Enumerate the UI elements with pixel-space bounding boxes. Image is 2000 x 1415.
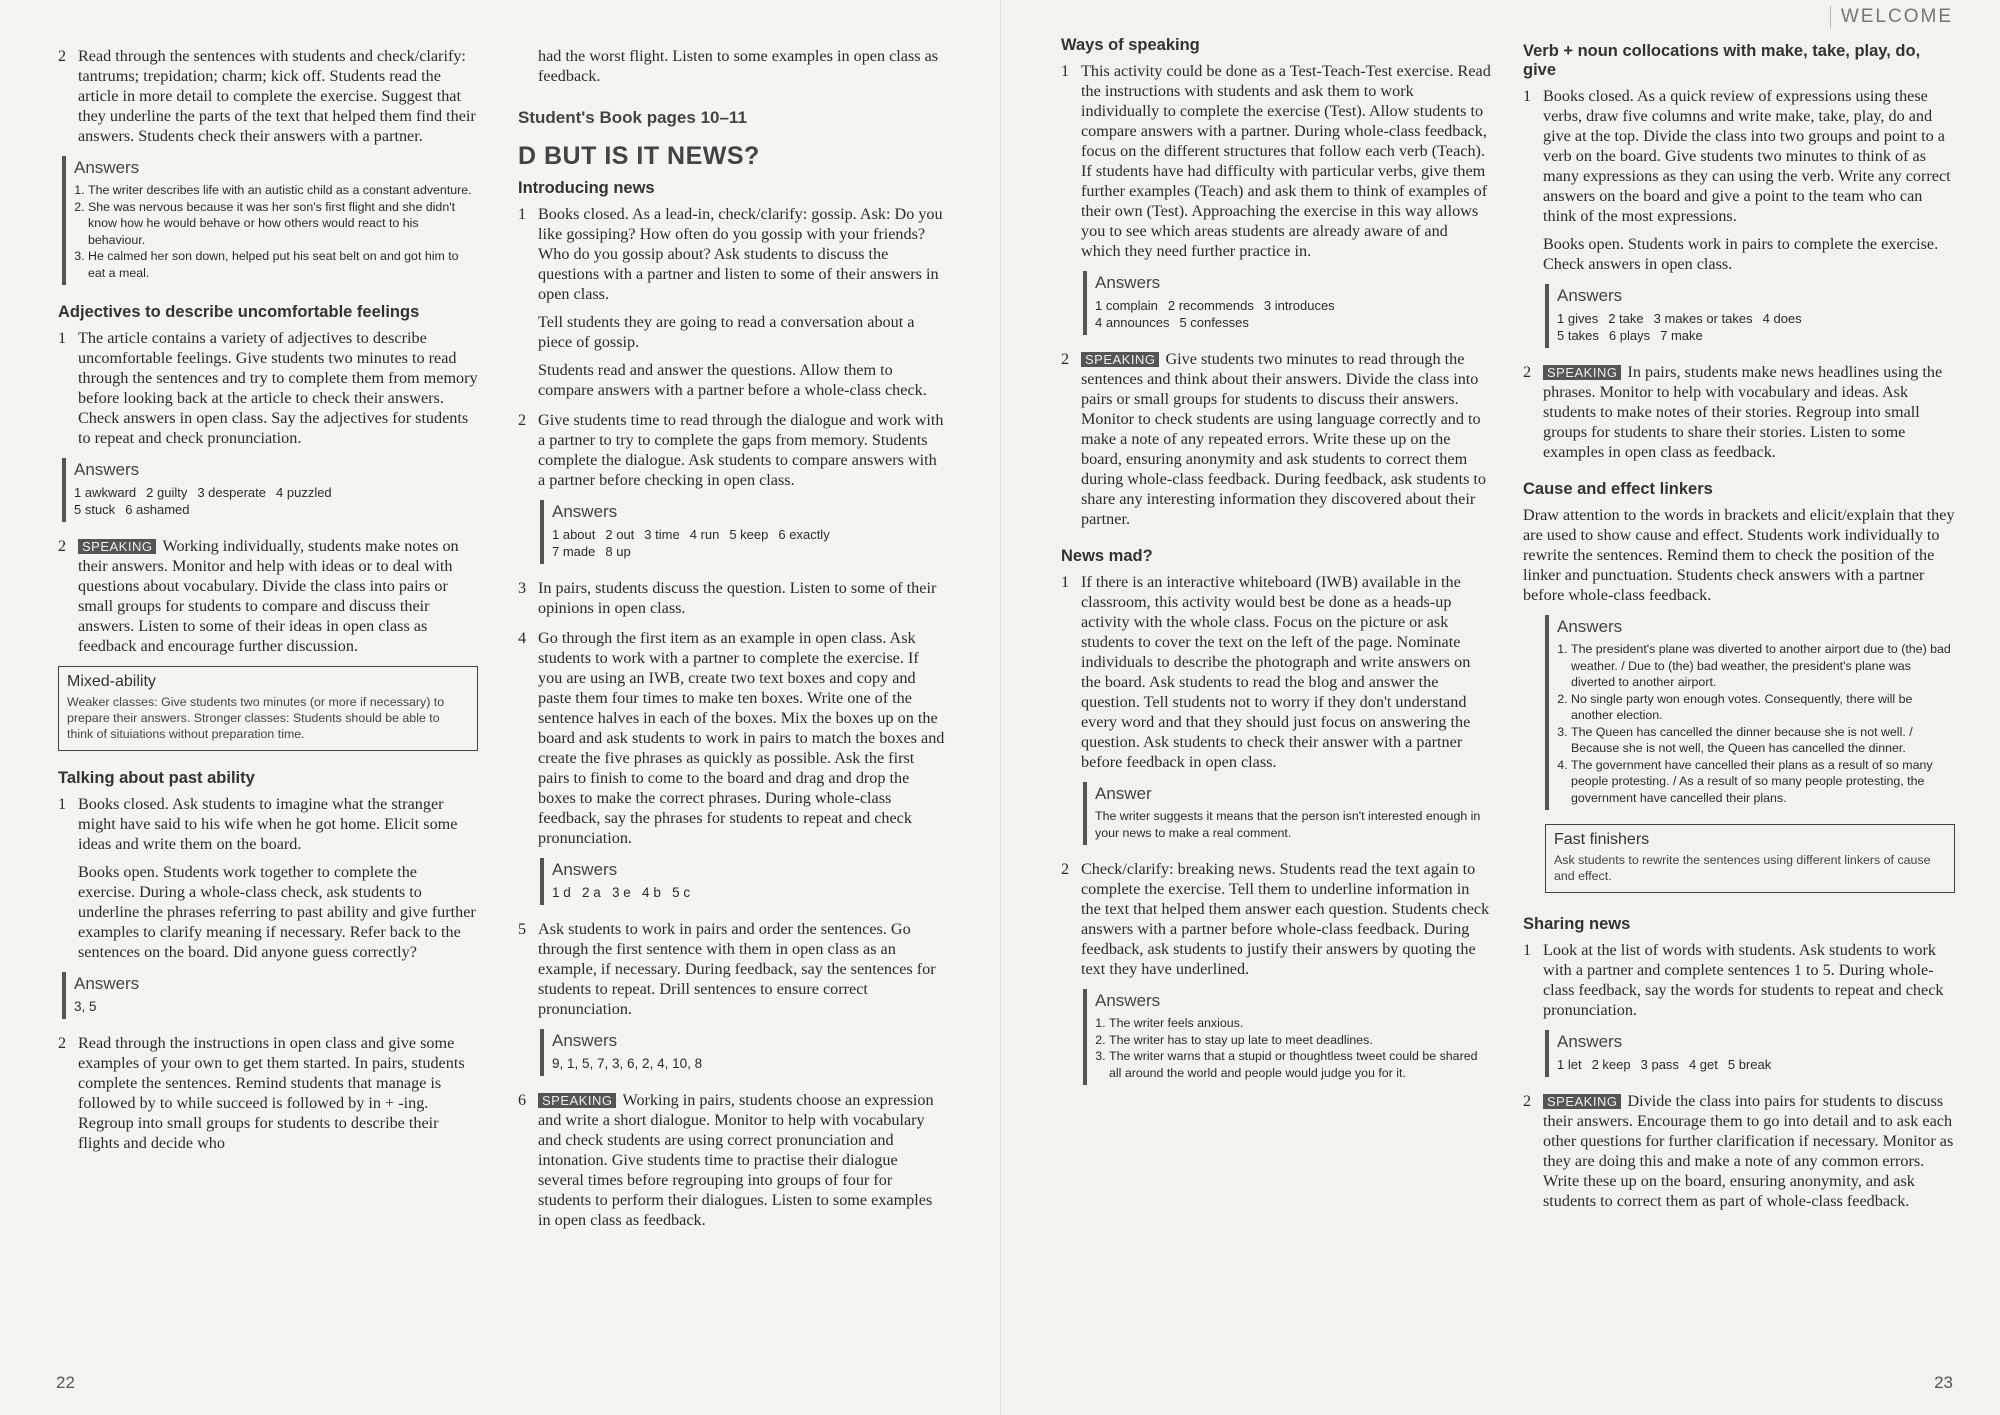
answers-title: Answers [1095, 991, 1161, 1010]
item-text: Books closed. As a quick review of expressions using these verbs, draw five columns and write make, take, play, do and give at the top. Divide the class into two groups and point to a verb on the board. Give students two minutes to think of as many expressions as they can using the verb. Write any correct answers on the board and give a point to the team who can think of the most expressions. [1543, 87, 1951, 225]
answers-row [1095, 297, 1491, 314]
answers-row [1095, 314, 1491, 331]
answer-item: 7 made [552, 544, 596, 559]
answers-title: Answer [1095, 784, 1152, 803]
answers-title: Answers [74, 158, 140, 177]
answer-item: 5 break [1727, 1057, 1772, 1072]
box-title: Mixed-ability [67, 673, 156, 690]
answers-title: Answers [1557, 286, 1623, 305]
answers-row [552, 526, 946, 543]
answer-item: 3 desperate [197, 485, 267, 500]
item-text: Read through the sentences with students and check/clarify: tantrums; trepidation; charm; kick off. Students read the article in more detail to complete the exercise. Suggest that they underline the parts of the text that helped them find their answers. Students check their answers with a partner. [78, 47, 476, 145]
speaking-badge: SPEAKING [1543, 1094, 1621, 1109]
list-item [58, 536, 478, 656]
unit-header: WELCOME [1830, 6, 1953, 28]
item-text: Working in pairs, students choose an expression and write a short dialogue. Monitor to help with vocabulary and check students are using correct pronunciation and intonation. Give students time to practise their dialogue several times before regrouping into groups of four for students to perform their dialogues. Listen to some examples in open class as feedback. [538, 1091, 934, 1229]
item-number: 5 [518, 920, 527, 938]
item-number: 3 [518, 579, 527, 597]
list-item [518, 204, 946, 400]
answer-item: 2. No single party won enough votes. Consequently, there will be another election. [1571, 691, 1955, 724]
left-column-2 [518, 46, 946, 1240]
speaking-badge: SPEAKING [1081, 352, 1159, 367]
answer-item: 1. The writer feels anxious. [1109, 1015, 1491, 1032]
speaking-badge: SPEAKING [1543, 365, 1621, 380]
answers-row [1557, 310, 1955, 327]
answer-item: 4. The government have cancelled their plans as a result of so many people protesting. / As a result of so many people protesting, the government have cancelled their plans. [1571, 757, 1955, 807]
box-text: Ask students to rewrite the sentences using different linkers of cause and effect. [1554, 853, 1931, 883]
answer-item: 1 complain [1095, 298, 1158, 313]
item-number: 1 [1523, 941, 1532, 959]
section-heading: Cause and effect linkers [1523, 480, 1713, 498]
answer-item: 5 takes [1557, 328, 1599, 343]
item-number: 2 [58, 537, 67, 555]
list-item [58, 46, 478, 146]
answers-row [1557, 1056, 1955, 1073]
page-number: 22 [56, 1373, 75, 1392]
answers-title: Answers [552, 1031, 618, 1050]
list-item [518, 628, 946, 848]
item-number: 2 [1061, 860, 1070, 878]
answers-box [62, 458, 478, 522]
answer-item: 2. The writer has to stay up late to meet deadlines. [1109, 1032, 1491, 1049]
list-item [58, 794, 478, 962]
answer-item: 4 run [689, 527, 720, 542]
item-number: 2 [1523, 363, 1532, 381]
item-number: 2 [518, 411, 527, 429]
answer-item: 4 does [1762, 311, 1802, 326]
item-number: 1 [58, 795, 67, 813]
item-number: 1 [1061, 62, 1070, 80]
left-column-1 [58, 46, 478, 1163]
list-item [58, 328, 478, 448]
answers-box [1083, 782, 1491, 845]
answer-item: 5 stuck [74, 502, 116, 517]
mixed-ability-box [58, 666, 478, 751]
answer-item: 2 keep [1591, 1057, 1631, 1072]
answers-box [540, 500, 946, 564]
answers-row [552, 543, 946, 560]
box-title: Fast finishers [1554, 831, 1650, 848]
section-heading: Adjectives to describe uncomfortable feelings [58, 303, 420, 321]
answers-text: 1 d 2 a 3 e 4 b 5 c [552, 885, 691, 900]
answer-item: 2 guilty [146, 485, 188, 500]
right-column-2 [1523, 42, 1955, 1221]
section-heading: Sharing news [1523, 915, 1631, 933]
item-text: The article contains a variety of adjectives to describe uncomfortable feelings. Give students two minutes to read through the sentences and try to complete them from memory before looking back at the article to check their answers. Check answers in open class. Say the adjectives for students to repeat and check pronunciation. [78, 329, 478, 447]
item-number: 2 [58, 47, 67, 65]
item-number: 6 [518, 1091, 527, 1109]
answer-item: 3. He calmed her son down, helped put his seat belt on and got him to eat a meal. [88, 248, 478, 281]
list-item [1061, 572, 1491, 772]
section-heading: Introducing news [518, 179, 655, 197]
list-item [518, 919, 946, 1019]
section-heading: Verb + noun collocations with make, take, play, do, give [1523, 42, 1921, 79]
item-text: Students read and answer the questions. Allow them to compare answers with a partner before a whole-class check. [538, 361, 927, 399]
answers-box [1545, 615, 1955, 810]
answer-item: 1. The president's plane was diverted to another airport due to (the) bad weather. / Due to (the) bad weather, the president's plane was diverted to another airport. [1571, 641, 1955, 691]
answers-box [1545, 1030, 1955, 1077]
answers-title: Answers [74, 974, 140, 993]
item-text: If there is an interactive whiteboard (IWB) available in the classroom, this activity would best be done as a heads-up activity with the whole class. Focus on the picture or ask students to cover the text on the left of the page. Nominate individuals to describe the photograph and write answers on the board. Ask students to read the blog and answer the question. Tell students not to worry if they don't understand every word and that they should just focus on answering the question. Ask students to check their answer with a partner before feedback in open class. [1081, 573, 1471, 771]
item-number: 4 [518, 629, 527, 647]
answers-title: Answers [74, 460, 140, 479]
item-text: Read through the instructions in open class and give some examples of your own to get them started. In pairs, students complete the sentences. Remind students that manage is followed by to while succeed is followed by in + -ing. Regroup into small groups for students to describe their flights and decide who [78, 1034, 465, 1152]
answers-box [1545, 284, 1955, 348]
list-item [1523, 1091, 1955, 1211]
answer-item: 1 let [1557, 1057, 1582, 1072]
answers-row [74, 484, 478, 501]
answer-item: 2. She was nervous because it was her son's first flight and she didn't know how he would behave or how others would react to his behaviour. [88, 199, 478, 249]
item-text: In pairs, students discuss the question. Listen to some of their opinions in open class. [538, 579, 937, 617]
section-title: D BUT IS IT NEWS? [518, 142, 760, 170]
item-number: 1 [1061, 573, 1070, 591]
item-number: 2 [58, 1034, 67, 1052]
answer-item: 4 puzzled [276, 485, 332, 500]
answers-box [1083, 989, 1491, 1085]
item-text: Books closed. Ask students to imagine what the stranger might have said to his wife when he got home. Elicit some ideas and write them on the board. [78, 795, 458, 853]
right-column-1 [1061, 36, 1491, 1099]
answers-row [1557, 327, 1955, 344]
item-text: Working individually, students make notes on their answers. Monitor and help with ideas or to deal with questions about vocabulary. Divide the class into pairs or small groups for students to compare and discuss their answers. Listen to some of their ideas in open class as feedback and encourage further discussion. [78, 537, 459, 655]
item-text: Books open. Students work together to complete the exercise. During a whole-class check, ask students to underline the phrases referring to past ability and give further examples to clarify meaning if necessary. Refer back to the sentences on the board. Did anyone guess correctly? [78, 863, 476, 961]
right-page [1000, 0, 2000, 1415]
section-heading: Ways of speaking [1061, 36, 1200, 54]
answers-title: Answers [552, 502, 618, 521]
answer-item: 3 introduces [1263, 298, 1335, 313]
answer-item: 1 about [552, 527, 596, 542]
list-item [518, 1090, 946, 1230]
answer-item: 5 confesses [1179, 315, 1249, 330]
item-text: Check/clarify: breaking news. Students read the text again to complete the exercise. Tell them to underline information in the text that helped them answer each question. Students check answers with a partner before whole-class feedback. During feedback, ask students to justify their answers by quoting the text they have underlined. [1081, 860, 1490, 978]
item-text: Books open. Students work in pairs to complete the exercise. Check answers in open class. [1543, 235, 1939, 273]
section-heading: Talking about past ability [58, 769, 255, 787]
paragraph: Draw attention to the words in brackets and elicit/explain that they are used to show cause and effect. Students work individually to rewrite the sentences. Remind them to check the position of the linker and punctuation. Students check answers with a partner before whole-class feedback. [1523, 506, 1955, 604]
item-text: Tell students they are going to read a conversation about a piece of gossip. [538, 313, 915, 351]
item-number: 2 [1523, 1092, 1532, 1110]
answer-item: 4 announces [1095, 315, 1170, 330]
answer-item: 2 recommends [1167, 298, 1254, 313]
answers-text: 3, 5 [74, 999, 97, 1014]
item-text: In pairs, students make news headlines using the phrases. Monitor to help with vocabulary and ideas. Ask students to make notes of their stories. Regroup into small groups for students to share their stories. Listen to some examples in open class as feedback. [1543, 363, 1943, 461]
list-item [518, 410, 946, 490]
answers-text: 9, 1, 5, 7, 3, 6, 2, 4, 10, 8 [552, 1056, 703, 1071]
list-item [1523, 940, 1955, 1020]
item-number: 1 [518, 205, 527, 223]
item-text: Give students two minutes to read through the sentences and think about their answers. Divide the class into pairs or small groups for students to discuss their answers. Monitor to check students are using language correctly and to make a note of any repeated errors. Write these up on the board, ensuring anonymity and ask students to correct them during whole-class feedback. During feedback, ask students to share any interesting information they discovered about their partner. [1081, 350, 1487, 528]
item-text: Ask students to work in pairs and order the sentences. Go through the first sentence with them in open class as an example, if necessary. During feedback, say the sentences for students to repeat. Drill sentences to ensure correct pronunciation. [538, 920, 936, 1018]
page-number: 23 [1934, 1373, 1953, 1392]
answer-item: 3 pass [1640, 1057, 1679, 1072]
answer-item: 1 gives [1557, 311, 1599, 326]
answer-item: 6 plays [1608, 328, 1651, 343]
answers-text: The writer suggests it means that the person isn't interested enough in your news to make a real comment. [1095, 809, 1481, 840]
item-text: Go through the first item as an example in open class. Ask students to work with a partner to complete the exercise. If you are using an IWB, create two text boxes and copy and paste them four times to make ten boxes. Write one of the sentence halves in each of the boxes. Mix the boxes up on the board and ask students to work in pairs to match the boxes and create the five phrases as quickly as possible. Ask the first pairs to finish to come to the board and drag and drop the boxes to make the correct phrases. During whole-class feedback, say the phrases for students to repeat and check pronunciation. [538, 629, 945, 847]
answer-item: 6 exactly [778, 527, 830, 542]
answer-item: 1. The writer describes life with an autistic child as a constant adventure. [88, 182, 478, 199]
students-book-pages: Student's Book pages 10–11 [518, 108, 747, 127]
answers-title: Answers [1557, 1032, 1623, 1051]
answers-box [62, 156, 478, 285]
answers-box [1083, 271, 1491, 335]
item-text: Give students time to read through the dialogue and work with a partner to try to complete the gaps from memory. Students complete the dialogue. Ask students to compare answers with a partner before checking in open class. [538, 411, 944, 489]
answer-item: 3 makes or takes [1653, 311, 1753, 326]
fast-finishers-box [1545, 824, 1955, 893]
speaking-badge: SPEAKING [538, 1093, 616, 1108]
answer-item: 2 take [1608, 311, 1644, 326]
answer-item: 1 awkward [74, 485, 137, 500]
continued-text: had the worst flight. Listen to some examples in open class as feedback. [538, 47, 939, 85]
item-number: 2 [1061, 350, 1070, 368]
list-item [1523, 86, 1955, 274]
list-item [1061, 349, 1491, 529]
list-item [1523, 362, 1955, 462]
list-item [518, 578, 946, 618]
answers-box [62, 972, 478, 1019]
list-item [58, 1033, 478, 1153]
list-item [1061, 859, 1491, 979]
answers-title: Answers [1557, 617, 1623, 636]
answers-box [540, 1029, 946, 1076]
answer-item: 6 ashamed [125, 502, 190, 517]
answers-box [540, 858, 946, 905]
answer-item: 3. The writer warns that a stupid or thoughtless tweet could be shared all around the world and people would judge you for it. [1109, 1048, 1491, 1081]
answer-item: 4 get [1688, 1057, 1718, 1072]
answers-title: Answers [552, 860, 618, 879]
item-text: Divide the class into pairs for students to discuss their answers. Encourage them to go into detail and to ask each other questions for further clarification if necessary. Monitor as they are doing this and make a note of any common errors. Write these up on the board, ensuring anonymity, and ask students to correct them as part of whole-class feedback. [1543, 1092, 1954, 1210]
list-item [1061, 61, 1491, 261]
answer-item: 3. The Queen has cancelled the dinner because she is not well. / Because she is not well, the Queen has cancelled the dinner. [1571, 724, 1955, 757]
answer-item: 5 keep [729, 527, 769, 542]
answers-row [74, 501, 478, 518]
answer-item: 3 time [644, 527, 680, 542]
item-text: This activity could be done as a Test-Teach-Test exercise. Read the instructions with students and ask them to work individually to complete the exercise (Test). Allow students to compare answers with a partner. During whole-class feedback, focus on the different structures that follow each verb (Teach). If students have had difficulty with particular verbs, give them further examples (Teach) and ask them to think of examples of their own (Test). Approaching the exercise in this way allows you to see which areas students are already aware of and which they need further practice in. [1081, 62, 1491, 260]
item-text: Look at the list of words with students. Ask students to work with a partner and complete sentences 1 to 5. During whole-class feedback, say the words for students to repeat and check pronunciation. [1543, 941, 1944, 1019]
box-text: Weaker classes: Give students two minutes (or more if necessary) to prepare their answers. Stronger classes: Students should be able to think of situiations without preparation time. [67, 695, 445, 741]
item-text: Books closed. As a lead-in, check/clarify: gossip. Ask: Do you like gossiping? How often do you gossip with your friends? Who do you gossip about? Ask students to discuss the questions with a partner and listen to some of their answers in open class. [538, 205, 943, 303]
item-number: 1 [1523, 87, 1532, 105]
answers-title: Answers [1095, 273, 1161, 292]
answer-item: 8 up [605, 544, 631, 559]
speaking-badge: SPEAKING [78, 539, 156, 554]
section-heading: News mad? [1061, 547, 1153, 565]
answer-item: 2 out [605, 527, 635, 542]
answer-item: 7 make [1660, 328, 1703, 343]
item-number: 1 [58, 329, 67, 347]
